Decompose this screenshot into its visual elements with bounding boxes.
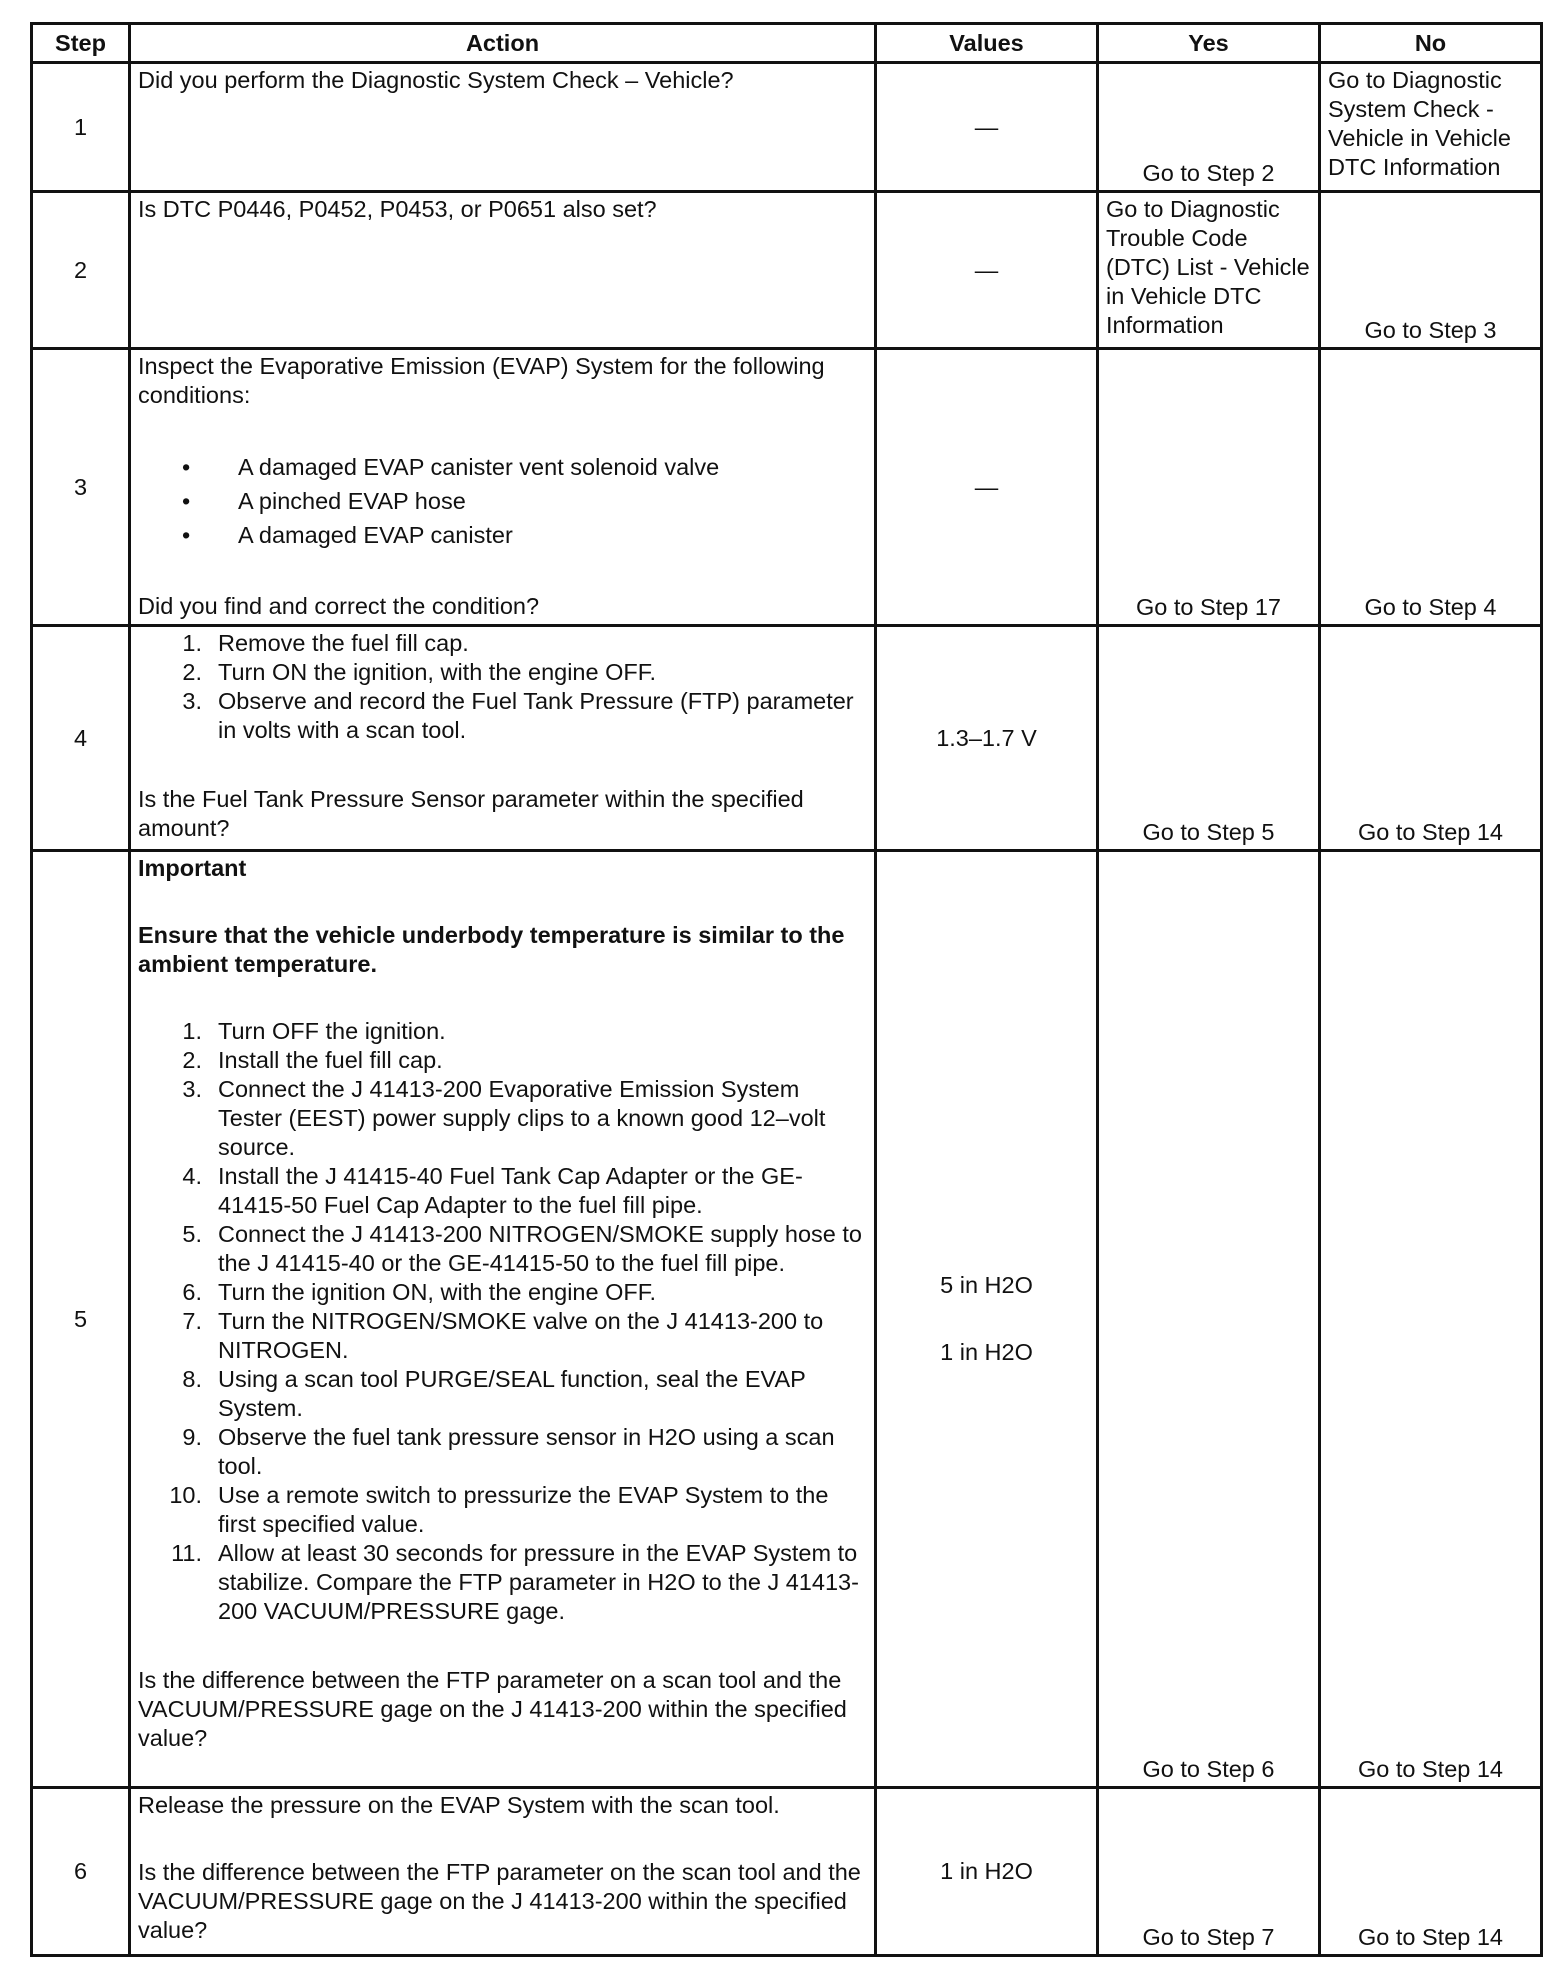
step-number: 5 [32, 851, 130, 1788]
instruction-list [138, 1017, 867, 1626]
header-action: Action [130, 24, 876, 63]
list-item: 10. Use a remote switch to pressurize the EVAP System to the first specified value. [169, 1482, 829, 1537]
value-pressure-2: 1 in H2O [940, 1339, 1033, 1365]
important-text: Ensure that the vehicle underbody temperature is similar to the ambient temperature. [138, 922, 845, 977]
step-number: 1 [32, 63, 130, 192]
list-item: 3. Observe and record the Fuel Tank Pressure (FTP) parameter in volts with a scan tool. [182, 688, 854, 743]
list-item: 1. Remove the fuel fill cap. [182, 630, 469, 656]
step-number: 6 [32, 1788, 130, 1956]
action-cell [130, 1788, 876, 1956]
table-row [32, 1788, 1542, 1956]
list-item: • A pinched EVAP hose [138, 484, 867, 518]
header-step: Step [32, 24, 130, 63]
action-question: Did you find and correct the condition? [138, 593, 540, 619]
list-item: 6. Turn the ignition ON, with the engine OFF. [182, 1279, 657, 1305]
no-cell: Go to Step 14 [1320, 1788, 1542, 1956]
no-cell: Go to Step 14 [1320, 851, 1542, 1788]
value-pressure-1: 5 in H2O [940, 1272, 1033, 1298]
header-no: No [1320, 24, 1542, 63]
no-cell: Go to Step 3 [1320, 192, 1542, 349]
action-question: Did you perform the Diagnostic System Check – Vehicle? [138, 67, 734, 93]
yes-cell: Go to Step 6 [1098, 851, 1320, 1788]
yes-cell: Go to Step 17 [1098, 349, 1320, 626]
value-cell [876, 851, 1098, 1788]
value-cell: — [876, 349, 1098, 626]
yes-cell: Go to Step 5 [1098, 626, 1320, 851]
important-label: Important [138, 855, 247, 881]
no-cell: Go to Step 14 [1320, 626, 1542, 851]
table-row [32, 192, 1542, 349]
table-row [32, 349, 1542, 626]
action-question: Is the difference between the FTP parameter on a scan tool and the VACUUM/PRESSURE gage on the J 41413-200 within the specified value? [138, 1667, 847, 1751]
condition-list [138, 450, 867, 552]
value-cell: 1.3–1.7 V [876, 626, 1098, 851]
yes-cell: Go to Diagnostic Trouble Code (DTC) List - Vehicle in Vehicle DTC Information [1098, 192, 1320, 349]
list-item: 8. Using a scan tool PURGE/SEAL function, seal the EVAP System. [182, 1366, 806, 1421]
yes-cell: Go to Step 7 [1098, 1788, 1320, 1956]
value-cell: 1 in H2O [876, 1788, 1098, 1956]
no-cell: Go to Step 4 [1320, 349, 1542, 626]
table-row [32, 63, 1542, 192]
step-number: 4 [32, 626, 130, 851]
action-intro: Inspect the Evaporative Emission (EVAP) System for the following conditions: [138, 353, 825, 408]
list-item: 3. Connect the J 41413-200 Evaporative Emission System Tester (EEST) power supply clips to a known good 12–volt source. [182, 1076, 826, 1160]
action-cell [130, 192, 876, 349]
header-yes: Yes [1098, 24, 1320, 63]
list-item: 7. Turn the NITROGEN/SMOKE valve on the J 41413-200 to NITROGEN. [182, 1308, 824, 1363]
action-question: Is the difference between the FTP parameter on the scan tool and the VACUUM/PRESSURE gage on the J 41413-200 within the specified value? [138, 1859, 861, 1943]
list-item: 2. Turn ON the ignition, with the engine OFF. [182, 659, 657, 685]
list-item: • A damaged EVAP canister vent solenoid valve [138, 450, 867, 484]
list-item: 4. Install the J 41415-40 Fuel Tank Cap Adapter or the GE-41415-50 Fuel Cap Adapter to the fuel fill pipe. [182, 1163, 803, 1218]
action-question: Is DTC P0446, P0452, P0453, or P0651 also set? [138, 196, 657, 222]
value-cell: — [876, 192, 1098, 349]
yes-cell: Go to Step 2 [1098, 63, 1320, 192]
step-number: 2 [32, 192, 130, 349]
action-cell [130, 349, 876, 626]
action-question: Is the Fuel Tank Pressure Sensor parameter within the specified amount? [138, 786, 804, 841]
no-cell: Go to Diagnostic System Check - Vehicle in Vehicle DTC Information [1320, 63, 1542, 192]
header-values: Values [876, 24, 1098, 63]
step-number: 3 [32, 349, 130, 626]
instruction-list [138, 629, 867, 745]
action-cell [130, 626, 876, 851]
action-intro: Release the pressure on the EVAP System with the scan tool. [138, 1792, 780, 1818]
value-cell: — [876, 63, 1098, 192]
list-item: 5. Connect the J 41413-200 NITROGEN/SMOKE supply hose to the J 41415-40 or the GE-41415-50 to the fuel fill pipe. [182, 1221, 862, 1276]
header-row [32, 24, 1542, 63]
list-item: 11. Allow at least 30 seconds for pressure in the EVAP System to stabilize. Compare the FTP parameter in H2O to the J 41413-200 VACUUM/PRESSURE gage. [171, 1540, 859, 1624]
list-item: 9. Observe the fuel tank pressure sensor in H2O using a scan tool. [182, 1424, 835, 1479]
table-row [32, 851, 1542, 1788]
list-item: • A damaged EVAP canister [138, 518, 867, 552]
list-item: 2. Install the fuel fill cap. [182, 1047, 443, 1073]
table-row [32, 626, 1542, 851]
diagnostic-table [30, 22, 1543, 1957]
action-cell [130, 851, 876, 1788]
action-cell [130, 63, 876, 192]
list-item: 1. Turn OFF the ignition. [182, 1018, 446, 1044]
